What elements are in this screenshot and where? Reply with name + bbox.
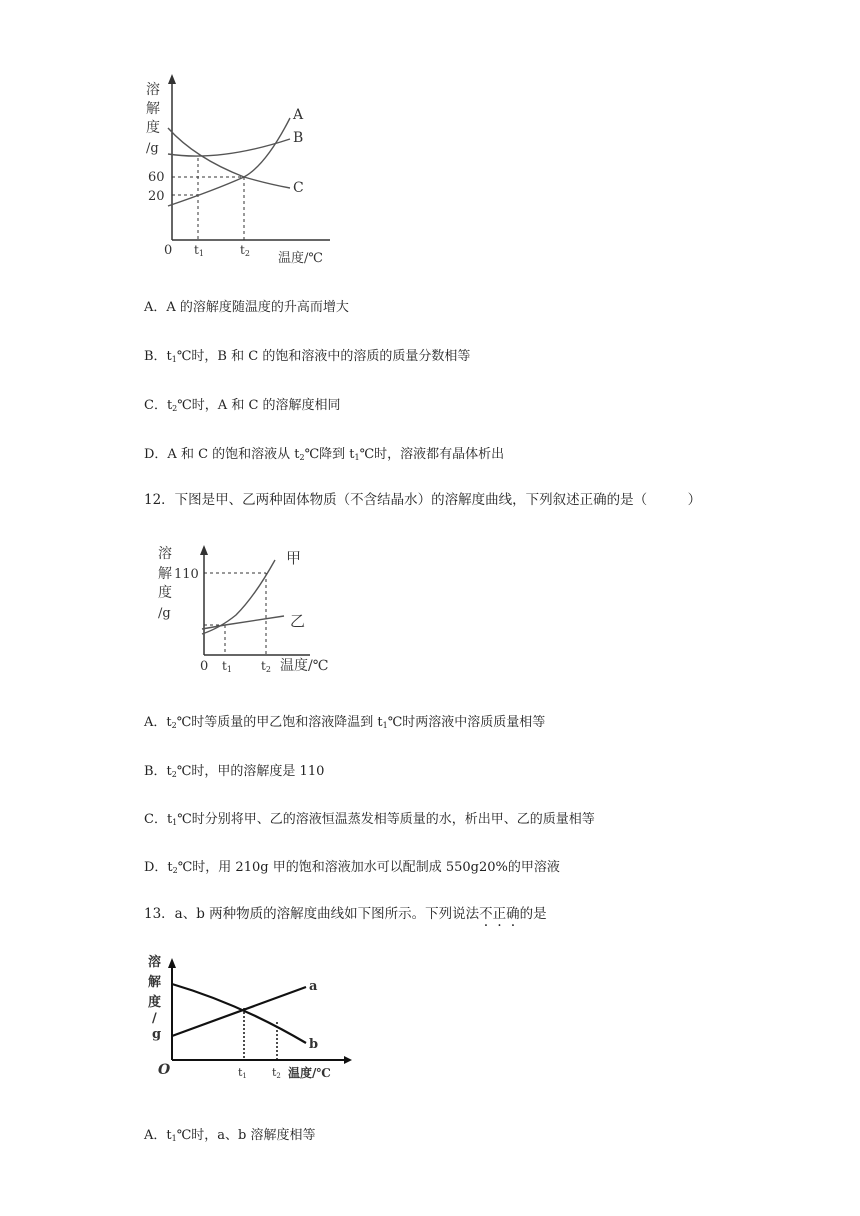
chart3-ylabel-3: 度 [148,995,162,1010]
chart1-ytick-60: 60 [148,170,165,185]
chart1-ytick-20: 20 [148,189,165,204]
chart1-label-c: C [293,180,304,196]
chart2-xlabel: 温度/℃ [280,658,329,674]
q13-stem [144,902,547,922]
q12-a-sub2: 1 [382,721,388,730]
q12-b-sub: 2 [171,770,177,779]
q13-emph-2: 正 [492,906,507,922]
q12-a-post: ℃时两溶液中溶质质量相等 [387,715,546,730]
chart3-xlabel: 温度/℃ [288,1066,331,1080]
chart1-curve-a [168,118,290,206]
q12-option-a [144,711,545,730]
chart2-ylabel-4: /g [158,606,171,621]
chart1-label-a: A [293,107,304,123]
chart1-curve-b [168,139,290,156]
q12-c-sub: 1 [172,818,178,827]
q13-a-pre: A．t [144,1128,172,1143]
q11-d-pre: D．A 和 C 的饱和溶液从 t [144,447,300,462]
q11-b-sub: 1 [171,355,177,364]
chart2-xtick-t1: t1 [222,659,232,674]
chart3-line-b [172,984,306,1043]
q11-c-post: ℃时，A 和 C 的溶解度相同 [177,398,341,413]
chart1-ylabel-1: 溶 [146,82,160,98]
q12-stem: 12．下图是甲、乙两种固体物质（不含结晶水）的溶解度曲线，下列叙述正确的是（ ） [144,492,702,508]
q13-emph-3: 确 [506,906,520,922]
q11-b-post: ℃时，B 和 C 的饱和溶液中的溶质的质量分数相等 [176,349,471,364]
chart1-ylabel-2: 解 [146,101,160,117]
chart1-ylabel-3: 度 [146,120,160,136]
q12-a-sub: 2 [171,721,177,730]
q11-option-d [144,443,504,462]
q12-d-pre: D．t [144,860,173,875]
q11-d-mid: ℃降到 t [304,447,355,462]
chart1-origin: 0 [164,243,173,258]
chart2-ytick-110: 110 [174,567,199,582]
chart-3-solubility-a-b [0,950,860,1090]
q12-b-post: ℃时，甲的溶解度是 110 [176,764,325,779]
chart3-label-a: a [309,979,318,994]
q12-option-c [144,808,595,827]
chart3-ylabel-5: g [152,1027,162,1042]
chart3-origin: O [158,1062,171,1078]
q11-option-c [144,394,341,413]
chart2-xtick-t2: t2 [261,659,271,674]
chart1-y-arrow [168,74,176,84]
chart3-ylabel-2: 解 [148,975,162,990]
q11-d-sub2: 1 [354,453,360,462]
q12-a-mid: ℃时等质量的甲乙饱和溶液降温到 t [176,715,383,730]
q13-stem-post: 的是 [519,906,547,922]
q13-a-post: ℃时，a、b 溶解度相等 [176,1128,316,1143]
chart2-origin: 0 [200,659,209,674]
chart1-xtick-t2: t2 [240,243,250,258]
q11-option-a: A．A 的溶解度随温度的升高而增大 [144,300,349,315]
chart1-xtick-t1: t1 [194,243,204,258]
q11-b-pre: B．t [144,349,172,364]
chart1-curve-c [168,128,290,188]
q11-c-pre: C．t [144,398,173,413]
chart3-xtick-t1: t1 [238,1066,247,1080]
q11-option-b [144,345,470,364]
q12-c-post: ℃时分别将甲、乙的溶液恒温蒸发相等质量的水，析出甲、乙的质量相等 [177,812,595,827]
chart2-ylabel-1: 溶 [158,546,172,562]
chart1-xlabel: 温度/℃ [278,251,323,266]
chart2-curve-yi [202,616,284,629]
chart1-ylabel-4: /g [146,141,159,156]
chart2-label-yi: 乙 [290,612,306,630]
q11-d-sub: 2 [299,453,305,462]
q12-option-d [144,856,560,875]
q12-d-sub: 2 [172,866,178,875]
chart3-line-a [172,987,306,1036]
chart2-label-jia: 甲 [286,549,302,567]
q13-a-sub: 1 [171,1134,177,1143]
q12-b-pre: B．t [144,764,172,779]
q13-emph-1: 不 [479,906,493,922]
chart-1-solubility-abc [0,0,860,280]
q12-option-b [144,760,324,779]
chart3-y-arrow [168,958,176,968]
chart3-x-arrow [344,1056,352,1064]
chart1-label-b: B [293,130,304,146]
q12-c-pre: C．t [144,812,173,827]
chart2-ylabel-3: 度 [158,585,172,601]
q13-option-a [144,1124,315,1143]
chart3-xtick-t2: t2 [272,1066,281,1080]
chart2-ylabel-2: 解 [158,566,172,582]
chart-2-solubility-jia-yi [0,530,860,680]
q11-c-sub: 2 [172,404,178,413]
chart3-label-b: b [309,1037,319,1052]
q12-d-post: ℃时，用 210g 甲的饱和溶液加水可以配制成 550g20%的甲溶液 [177,860,560,875]
chart3-ylabel-1: 溶 [148,955,162,970]
chart3-ylabel-4: / [152,1011,157,1026]
q12-a-pre: A．t [144,715,172,730]
q11-d-post: ℃时，溶液都有晶体析出 [359,447,505,462]
q13-stem-pre: 13．a、b 两种物质的溶解度曲线如下图所示。下列说法 [144,906,480,922]
chart2-y-arrow [200,545,208,555]
